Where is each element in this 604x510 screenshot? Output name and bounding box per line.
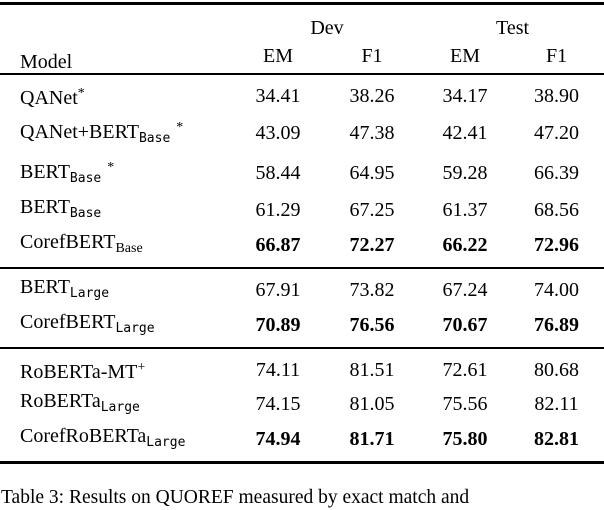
value-cell: 74.94 [255, 428, 301, 450]
value-cell: 38.26 [349, 84, 395, 107]
model-name: BERT [20, 276, 70, 298]
value-cell: 74.00 [534, 279, 580, 301]
model-subscript: Large [146, 435, 186, 450]
value-cell: 82.81 [534, 428, 580, 450]
value-cell: 66.87 [233, 228, 323, 268]
model-superscript: + [137, 360, 146, 375]
table-section-1 [0, 74, 604, 268]
value-cell: 75.80 [442, 428, 488, 450]
value-cell: 72.96 [509, 228, 604, 268]
model-subscript: Base [69, 206, 102, 221]
column-header-test-f1: F1 [509, 39, 604, 74]
model-cell [0, 387, 233, 422]
value-cell: 61.37 [442, 199, 488, 221]
value-cell: 76.56 [323, 308, 421, 348]
model-superscript: * [176, 120, 184, 135]
value-cell: 72.61 [442, 358, 488, 381]
value-cell: 47.20 [534, 121, 580, 144]
value-cell: 58.44 [255, 161, 301, 184]
model-name: BERT [20, 196, 70, 218]
value-cell: 38.90 [534, 84, 580, 107]
value-cell: 34.17 [442, 84, 488, 107]
value-cell: 67.25 [349, 199, 395, 221]
value-cell: 67.91 [255, 279, 301, 301]
model-name: RoBERTa [20, 390, 101, 412]
table-row [0, 308, 604, 348]
table-row [0, 348, 604, 387]
column-header-dev-em: EM [233, 39, 323, 74]
value-cell: 74.11 [255, 358, 301, 381]
value-cell: 66.22 [421, 228, 509, 268]
table-section-3 [0, 348, 604, 463]
column-header-test-em: EM [421, 39, 509, 74]
model-cell [0, 348, 233, 387]
table-row [0, 268, 604, 308]
value-cell: 80.68 [534, 358, 580, 381]
table-row [0, 113, 604, 153]
column-group-test: Test [496, 17, 530, 39]
model-name: BERT [20, 161, 70, 183]
model-superscript: * [107, 160, 115, 175]
model-subscript: Base [138, 131, 171, 146]
value-cell: 81.05 [349, 393, 395, 415]
value-cell: 72.27 [323, 228, 421, 268]
value-cell: 74.15 [255, 393, 301, 415]
value-cell: 47.38 [349, 121, 395, 144]
model-superscript: * [77, 86, 85, 101]
table-row [0, 153, 604, 193]
value-cell: 73.82 [349, 279, 395, 301]
table-row [0, 74, 604, 113]
model-name: CorefBERT [20, 231, 116, 253]
value-cell: 81.51 [349, 358, 395, 381]
value-cell: 70.67 [421, 308, 509, 348]
model-name: CorefRoBERTa [20, 425, 147, 447]
value-cell: 66.39 [534, 161, 580, 184]
value-cell: 42.41 [442, 121, 488, 144]
value-cell: 34.41 [255, 84, 301, 107]
value-cell: 68.56 [534, 199, 580, 221]
value-cell: 82.11 [534, 393, 579, 415]
model-subscript: Large [100, 400, 140, 415]
model-name: QANet [20, 87, 78, 109]
value-cell: 76.89 [509, 308, 604, 348]
model-subscript: Base [115, 241, 143, 256]
model-cell [0, 308, 233, 348]
model-cell [0, 193, 233, 228]
model-cell [0, 113, 233, 153]
table-section-2 [0, 268, 604, 348]
column-header-model: Model [0, 4, 233, 75]
table-row [0, 422, 604, 463]
model-name: RoBERTa-MT [20, 361, 138, 383]
table-header [0, 4, 604, 75]
value-cell: 75.56 [442, 393, 488, 415]
group-header-row [0, 4, 604, 40]
model-subscript: Large [69, 286, 110, 301]
model-cell [0, 74, 233, 113]
value-cell: 59.28 [442, 161, 488, 184]
model-subscript: Large [115, 321, 155, 336]
value-cell: 64.95 [349, 161, 395, 184]
table-row [0, 228, 604, 268]
results-table [0, 2, 604, 464]
model-name: CorefBERT [20, 311, 116, 333]
model-name: QANet+BERT [20, 121, 139, 143]
table-row [0, 193, 604, 228]
model-cell [0, 268, 233, 308]
value-cell: 67.24 [442, 279, 488, 301]
model-cell [0, 228, 233, 268]
value-cell: 61.29 [255, 199, 301, 221]
value-cell: 81.71 [349, 428, 395, 450]
model-cell [0, 422, 233, 463]
column-header-dev-f1: F1 [323, 39, 421, 74]
table-caption: Table 3: Results on QUOREF measured by exact match and [1, 487, 470, 508]
model-cell [0, 153, 233, 193]
value-cell: 70.89 [233, 308, 323, 348]
column-group-dev: Dev [310, 17, 344, 39]
paper-page [0, 2, 604, 508]
value-cell: 43.09 [255, 121, 301, 144]
model-subscript: Base [69, 171, 102, 186]
table-row [0, 387, 604, 422]
